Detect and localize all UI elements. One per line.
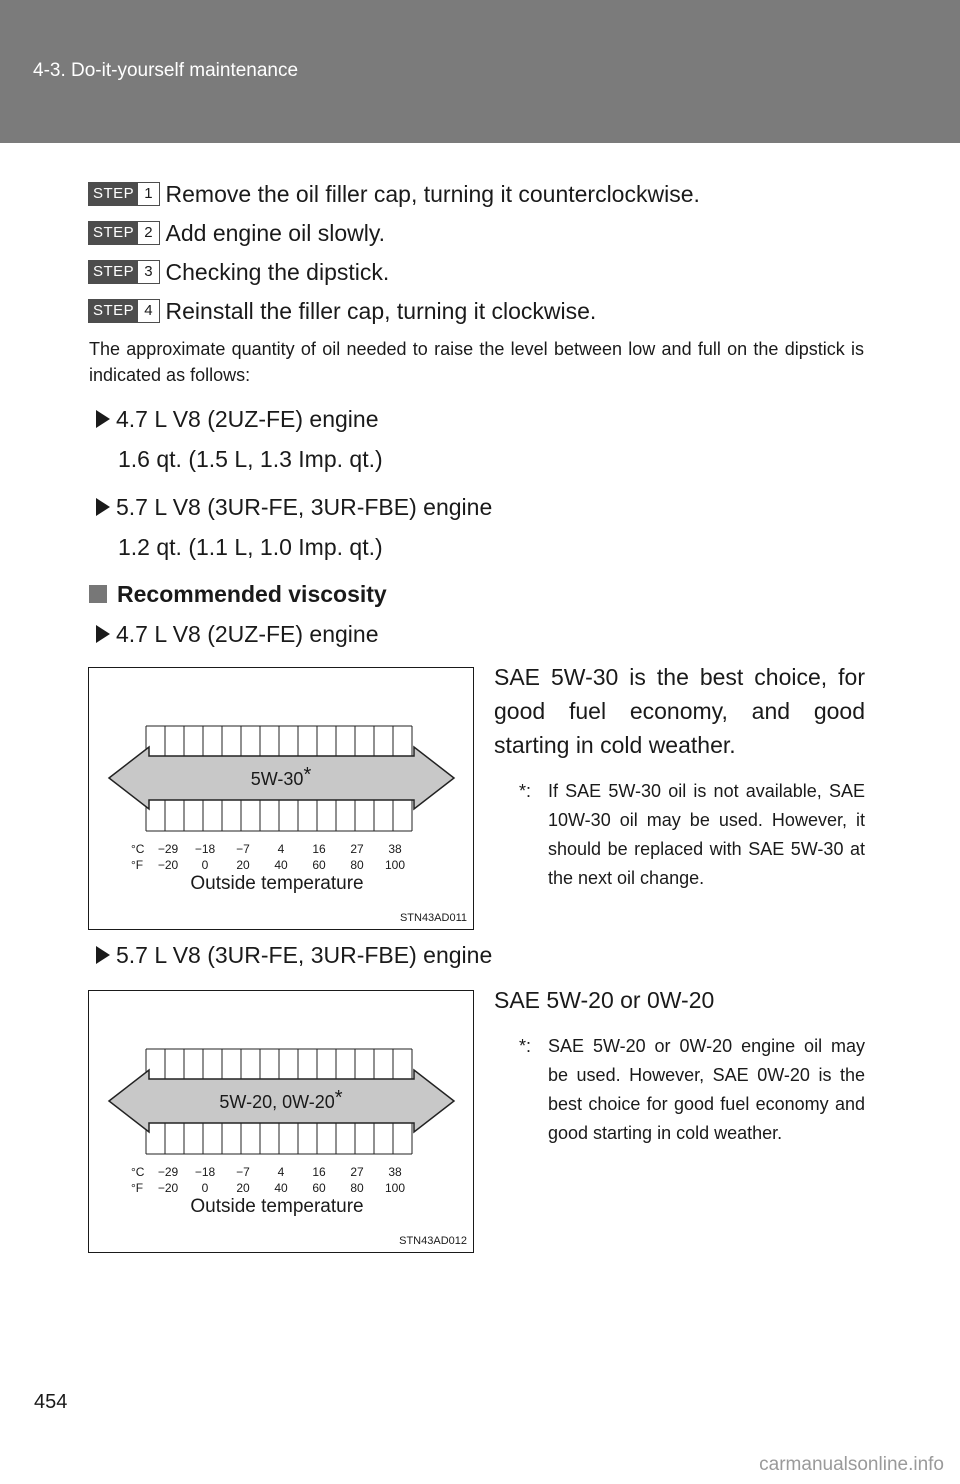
fahrenheit-tick-label: 20 (236, 858, 250, 872)
celsius-tick-label: 16 (312, 842, 326, 856)
celsius-tick-label: −29 (157, 842, 179, 856)
celsius-tick-label: 38 (388, 1165, 402, 1179)
viscosity-engine-2: 5.7 L V8 (3UR-FE, 3UR-FBE) engine (96, 942, 492, 969)
arrow-star: * (334, 1087, 343, 1109)
celsius-tick-label: 38 (388, 842, 402, 856)
celsius-tick-label: −29 (157, 1165, 179, 1179)
note-text: SAE 5W-20 or 0W-20 engine oil may be used. However, SAE 0W-20 is the best choice for good fuel economy and good starting in cold weather. (548, 1036, 865, 1143)
page-header (0, 0, 960, 143)
viscosity-chart-5w30 (88, 667, 474, 930)
fahrenheit-tick-label: 100 (384, 858, 406, 872)
note-marker: *: (519, 1036, 532, 1056)
fahrenheit-tick-label: 40 (274, 1181, 288, 1195)
fahrenheit-tick-label: 0 (201, 1181, 209, 1195)
step-badge: STEP 2 (88, 221, 160, 245)
arrow-label: 5W-20, 0W-20* (219, 1087, 343, 1112)
step-4 (88, 296, 596, 326)
step-text: Remove the oil filler cap, turning it counterclockwise. (165, 180, 700, 207)
celsius-tick-label: 4 (277, 1165, 285, 1179)
square-bullet-icon (89, 585, 107, 603)
celsius-tick-label: 4 (277, 842, 285, 856)
triangle-bullet-icon (96, 498, 110, 516)
viscosity-note-2 (519, 1032, 865, 1148)
viscosity-note-1 (519, 777, 865, 893)
step-badge: STEP 4 (88, 299, 160, 323)
viscosity-engine-1: 4.7 L V8 (2UZ-FE) engine (96, 621, 379, 648)
fahrenheit-unit: °F (131, 858, 144, 872)
step-3 (88, 257, 389, 287)
quantity-engine-2: 5.7 L V8 (3UR-FE, 3UR-FBE) engine (96, 494, 492, 521)
fahrenheit-tick-label: −20 (157, 1181, 179, 1195)
triangle-bullet-icon (96, 410, 110, 428)
fahrenheit-tick-label: 80 (350, 1181, 364, 1195)
step-2 (88, 218, 385, 248)
intro-paragraph: The approximate quantity of oil needed to raise the level between low and full on the dipstick is indicated as follows: (89, 339, 864, 385)
fahrenheit-tick-label: 60 (312, 858, 326, 872)
viscosity-description-1: SAE 5W-30 is the best choice, for good fuel economy, and good starting in cold weather. (494, 664, 865, 758)
step-text: Checking the dipstick. (165, 258, 390, 285)
note-marker: *: (519, 781, 532, 801)
fahrenheit-tick-label: 40 (274, 858, 288, 872)
fahrenheit-tick-label: 60 (312, 1181, 326, 1195)
figure-caption: Outside temperature (190, 873, 364, 894)
arrow-label: 5W-30* (250, 764, 312, 789)
celsius-tick-label: 27 (350, 1165, 364, 1179)
viscosity-heading: Recommended viscosity (89, 581, 387, 608)
note-text: If SAE 5W-30 oil is not available, SAE 10W-30 oil may be used. However, it should be replaced with SAE 5W-30 at the next oil change. (548, 781, 865, 888)
figure-caption: Outside temperature (190, 1196, 364, 1217)
fahrenheit-tick-label: 20 (236, 1181, 250, 1195)
celsius-tick-label: −18 (194, 1165, 216, 1179)
step-text: Reinstall the filler cap, turning it clockwise. (165, 297, 597, 324)
triangle-bullet-icon (96, 625, 110, 643)
step-1 (88, 179, 700, 209)
celsius-tick-label: 27 (350, 842, 364, 856)
fahrenheit-tick-label: −20 (157, 858, 179, 872)
page-number: 454 (34, 1391, 68, 1413)
step-badge: STEP 1 (88, 182, 160, 206)
fahrenheit-tick-label: 0 (201, 858, 209, 872)
figure-code: STN43AD012 (399, 1235, 467, 1247)
step-text: Add engine oil slowly. (165, 219, 386, 246)
fahrenheit-tick-label: 80 (350, 858, 364, 872)
fahrenheit-tick-label: 100 (384, 1181, 406, 1195)
celsius-unit: °C (131, 1165, 145, 1179)
quantity-amount-2: 1.2 qt. (1.1 L, 1.0 Imp. qt.) (118, 534, 383, 560)
celsius-tick-label: −7 (236, 1165, 250, 1179)
viscosity-chart-5w20 (88, 990, 474, 1253)
quantity-amount-1: 1.6 qt. (1.5 L, 1.3 Imp. qt.) (118, 446, 383, 472)
section-title: 4-3. Do-it-yourself maintenance (33, 60, 299, 81)
viscosity-description-2: SAE 5W-20 or 0W-20 (494, 987, 715, 1013)
celsius-tick-label: −18 (194, 842, 216, 856)
celsius-unit: °C (131, 842, 145, 856)
step-badge: STEP 3 (88, 260, 160, 284)
triangle-bullet-icon (96, 946, 110, 964)
arrow-star: * (303, 764, 312, 786)
fahrenheit-unit: °F (131, 1181, 144, 1195)
celsius-tick-label: −7 (236, 842, 250, 856)
quantity-engine-1: 4.7 L V8 (2UZ-FE) engine (96, 406, 379, 433)
figure-code: STN43AD011 (399, 912, 467, 924)
watermark: carmanualsonline.info (759, 1454, 944, 1475)
celsius-tick-label: 16 (312, 1165, 326, 1179)
